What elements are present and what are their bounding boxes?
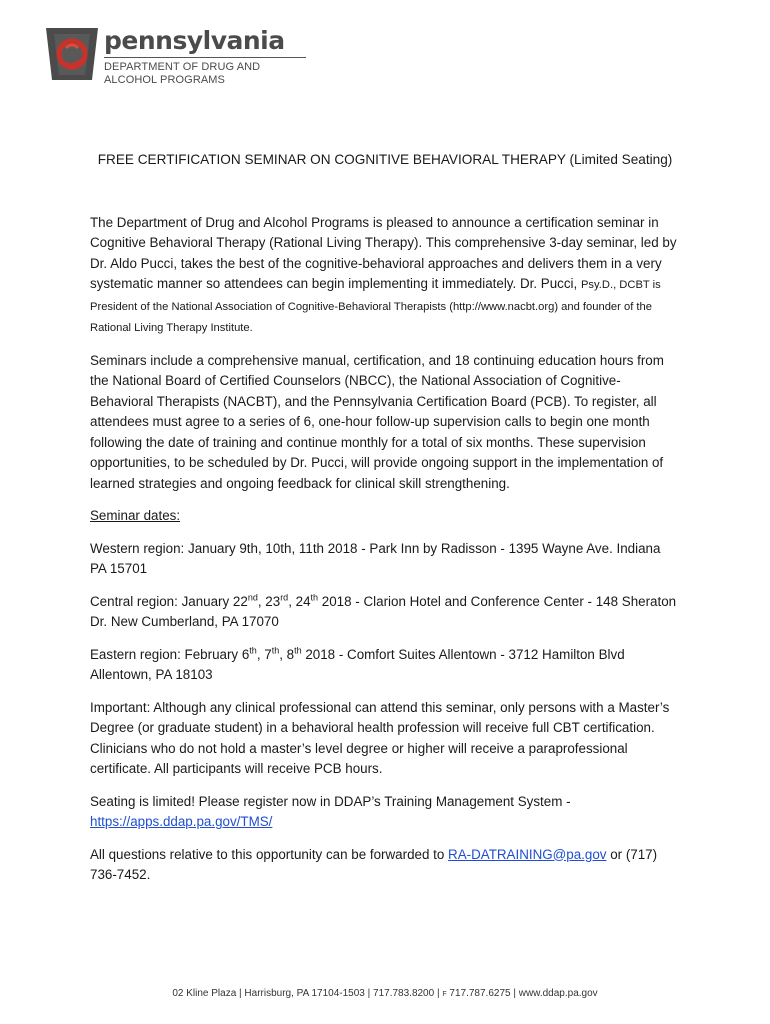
seminars-paragraph: Seminars include a comprehensive manual, certification, and 18 continuing education hours from the National Board of Certified Counselors (NBCC), the National Association of Cognitive-Behavioral Therapists (NACBT), and the Pennsylvania Certification Board (PCB). To register, all attendees must agree to a series of 6, one-hour follow-up supervision calls to begin one month following the date of training and continue monthly for a total of six months. These supervision opportunities, to be scheduled by Dr. Pucci, will provide ongoing support in the implementation of learned strategies and ongoing feedback for clinical skill strengthening. [90,352,664,491]
document-title: FREE CERTIFICATION SEMINAR ON COGNITIVE BEHAVIORAL THERAPY (Limited Seating) [97,152,673,167]
eastern-sup-2: th [271,645,280,656]
questions-text: All questions relative to this opportunity can be forwarded to [90,846,449,862]
dates-heading: Seminar dates: [90,508,181,523]
logo-department [104,61,260,87]
keystone-icon [44,24,100,84]
seating-paragraph [90,792,680,833]
dates-heading-para [90,506,680,527]
pa-ddap-logo [44,24,285,94]
western-text: January 9th, 10th, 11th 2018 - Park Inn by Radisson - 1395 Wayne Ave. Indiana PA 15701 [90,540,661,576]
central-sup-3: th [310,592,319,603]
logo-divider [104,57,306,58]
phone-text: or (717) 736-7452. [90,846,658,882]
intro-text: The Department of Drug and Alcohol Programs is pleased to announce a certification seminar in Cognitive Behavioral Therapy (Rational Living Therapy). This comprehensive 3-day seminar, led by Dr. Aldo Pucci, takes the best of the cognitive-behavioral approaches and delivers them in a very systematic manner so attendees can begin implementing it immediately. Dr. Pucci, [90,214,677,291]
email-link[interactable]: RA-DATRAINING@pa.gov [448,846,607,862]
central-label: Central region: [90,593,178,609]
western-label: Western region: [90,540,185,556]
logo-name: pennsylvania [104,26,285,55]
western-region [90,539,680,580]
footer-fax-label: F [442,991,447,998]
eastern-text: 2018 - Comfort Suites Allentown - 3712 Hamilton Blvd Allentown, PA 18103 [90,646,625,682]
eastern-date-3: , 8 [279,646,295,662]
eastern-date-1: February 6 [180,646,250,662]
central-sup-2: rd [280,592,289,603]
seating-text: Seating is limited! Please register now in DDAP’s Training Management System - [90,793,571,809]
central-text: 2018 - Clarion Hotel and Conference Center - 148 Sheraton Dr. New Cumberland, PA 17070 [90,593,677,629]
eastern-date-2: , 7 [256,646,272,662]
questions-paragraph [90,845,680,886]
central-sup-1: nd [247,592,258,603]
eastern-sup-3: th [294,645,302,656]
footer-fax-web: 717.787.6275 | www.ddap.pa.gov [446,988,598,999]
eastern-label: Eastern region: [90,646,181,662]
important-text: Although any clinical professional can attend this seminar, only persons with a Master’s Degree (or graduate student) in a behavioral health profession will receive full CBT certification. Clinicians who do not hold a master’s level degree or higher will receive a paraprofessional certificate. All participants will receive PCB hours. [90,699,670,776]
important-label: Important: [90,699,151,715]
eastern-sup-1: th [249,645,257,656]
central-region [90,592,680,633]
document-body [90,150,680,898]
intro-small-text: Psy.D., DCBT is President of the National Association of Cognitive-Behavioral Therapists (http://www.nacbt.org) and founder of the Rational Living Therapy Institute. [90,279,661,334]
eastern-region [90,645,680,686]
footer [0,988,770,999]
footer-address: 02 Kline Plaza | Harrisburg, PA 17104-1503 | 717.783.8200 | [172,988,443,999]
central-date-2: , 23 [257,593,281,609]
dept-line-2: ALCOHOL PROGRAMS [104,74,225,86]
tms-link[interactable]: https://apps.ddap.pa.gov/TMS/ [90,814,273,829]
dept-line-1: DEPARTMENT OF DRUG AND [104,61,261,73]
important-paragraph [90,698,680,780]
intro-paragraph [90,213,680,339]
central-date-1: January 22 [177,593,248,609]
central-date-3: , 24 [288,593,311,609]
